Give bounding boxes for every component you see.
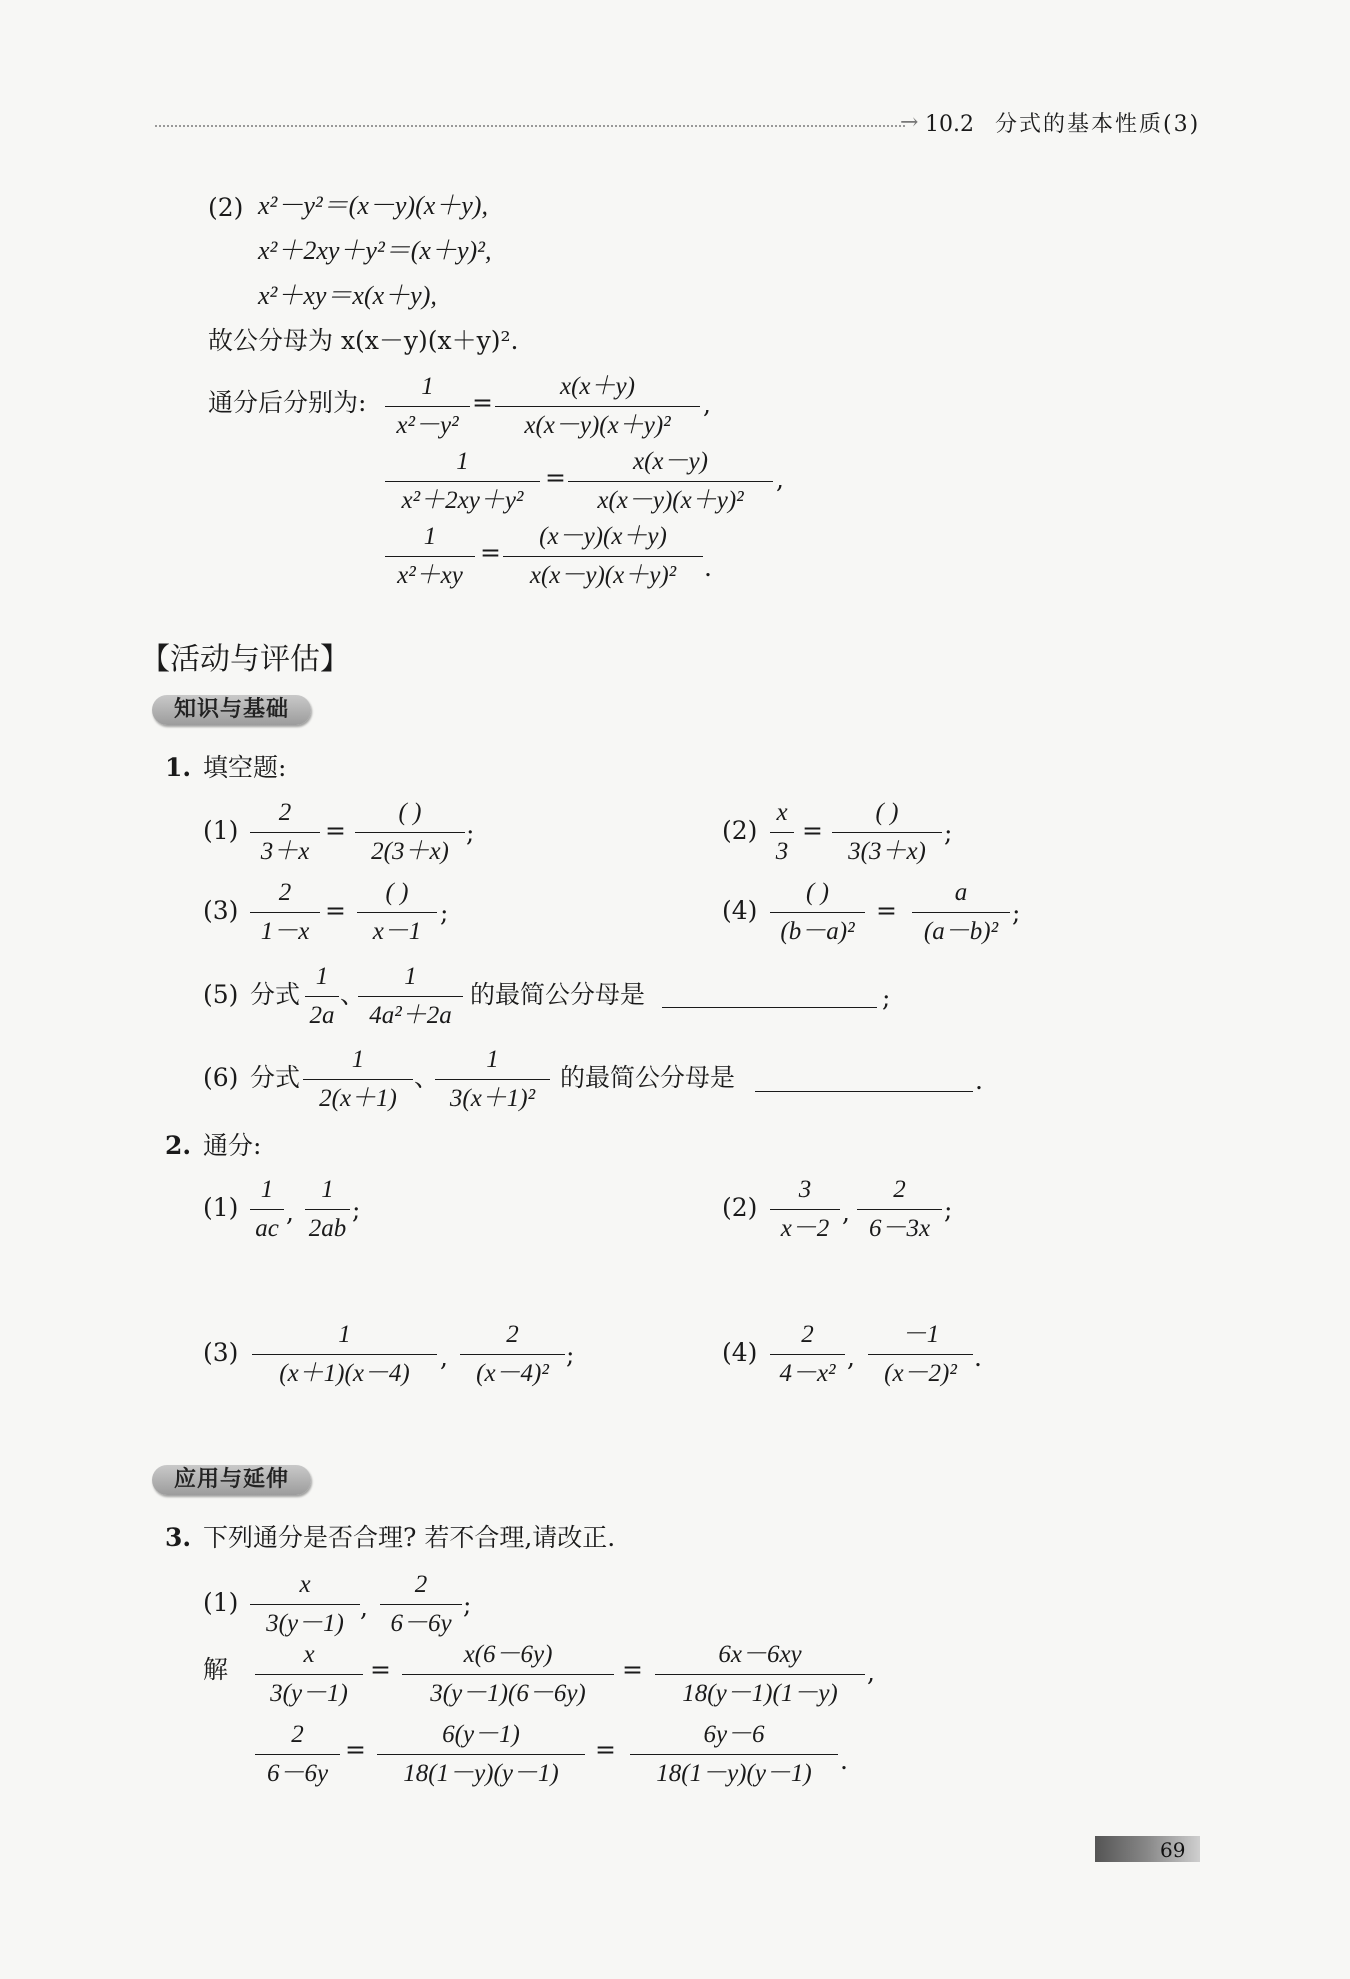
factor-line-3: x²＋xy＝x(x＋y), <box>258 281 437 310</box>
equals-sign: = <box>876 896 897 925</box>
q1-item-6-fraction-1: 1 2(x＋1) <box>303 1045 413 1114</box>
q3-text: 下列通分是否合理? 若不合理,请改正. <box>203 1523 616 1552</box>
solution-line-1-fraction-2: x(6－6y) 3(y－1)(6－6y) <box>402 1640 614 1709</box>
result-2-tail: , <box>776 465 784 494</box>
q2-item-3-fraction-2: 2 (x－4)² <box>460 1320 565 1389</box>
q1-item-5-tail: ; <box>882 983 891 1012</box>
equals-sign: = <box>545 463 566 492</box>
q1-item-5-label: (5) <box>203 980 239 1009</box>
badge-knowledge-basics: 知识与基础 <box>152 695 311 725</box>
q2-item-1-label: (1) <box>203 1193 239 1222</box>
solution-line-1-fraction-3: 6x－6xy 18(y－1)(1－y) <box>655 1640 865 1709</box>
q1-item-3-tail: ; <box>440 898 449 927</box>
q1-item-2-lhs: x 3 <box>770 798 794 867</box>
q3-item-1-tail: ; <box>463 1590 472 1619</box>
q2-item-3-tail: ; <box>566 1340 575 1369</box>
result-intro: 通分后分别为: <box>208 388 367 417</box>
comma: , <box>842 1198 850 1227</box>
q2-item-1-tail: ; <box>352 1195 361 1224</box>
example-part-label: (2) <box>208 193 244 222</box>
comma: , <box>847 1343 855 1372</box>
q1-item-5-fraction-2: 1 4a²＋2a <box>358 962 463 1031</box>
solution-line-2-fraction-3: 6y－6 18(1－y)(y－1) <box>630 1720 838 1789</box>
q1-item-5-fraction-1: 1 2a <box>305 962 339 1031</box>
result-2-lhs: 1 x²＋2xy＋y² <box>385 447 540 516</box>
q1-item-1-rhs: ( ) 2(3＋x) <box>355 798 465 867</box>
q2-number: 2. <box>165 1131 192 1160</box>
q1-item-2-label: (2) <box>722 816 758 845</box>
q1-item-2-rhs: ( ) 3(3＋x) <box>832 798 942 867</box>
header-arrow: → <box>900 110 919 135</box>
comma: , <box>440 1343 448 1372</box>
q1-item-1-lhs: 2 3＋x <box>250 798 320 867</box>
factor-line-1: x²－y²＝(x－y)(x＋y), <box>258 191 488 220</box>
result-3-rhs: (x－y)(x＋y) x(x－y)(x＋y)² <box>503 522 703 591</box>
result-1-rhs: x(x＋y) x(x－y)(x＋y)² <box>495 372 700 441</box>
q2-item-2-label: (2) <box>722 1193 758 1222</box>
q1-item-6-separator: 、 <box>414 1063 440 1092</box>
header-section-number: 10.2 <box>925 112 974 137</box>
q1-number: 1. <box>165 753 192 782</box>
equals-sign: = <box>370 1655 391 1684</box>
equals-sign: = <box>622 1655 643 1684</box>
q2-item-4-tail: . <box>974 1343 982 1372</box>
result-1-lhs: 1 x²－y² <box>385 372 470 441</box>
q1-item-1-label: (1) <box>203 816 239 845</box>
solution-line-1-tail: , <box>867 1658 875 1687</box>
q2-item-1-fraction-1: 1 ac <box>250 1175 284 1244</box>
q3-number: 3. <box>165 1523 192 1552</box>
header-rule <box>155 125 905 127</box>
q1-item-5-answer-blank[interactable] <box>662 983 877 1008</box>
comma: , <box>286 1198 294 1227</box>
q1-item-6-answer-blank[interactable] <box>755 1067 973 1092</box>
result-2-rhs: x(x－y) x(x－y)(x＋y)² <box>568 447 773 516</box>
solution-line-1-fraction-1: x 3(y－1) <box>255 1640 363 1709</box>
badge-application-extension: 应用与延伸 <box>152 1465 311 1495</box>
q1-item-4-tail: ; <box>1012 898 1021 927</box>
page-number: 69 <box>1160 1838 1186 1862</box>
header-title: 分式的基本性质(3) <box>995 112 1201 137</box>
q1-item-6-fraction-2: 1 3(x＋1)² <box>435 1045 550 1114</box>
result-1-tail: , <box>703 390 711 419</box>
q1-item-5-suffix: 的最简公分母是 <box>470 980 646 1009</box>
q1-item-2-tail: ; <box>944 818 953 847</box>
q2-item-2-tail: ; <box>944 1195 953 1224</box>
section-heading: 【活动与评估】 <box>140 642 350 677</box>
equals-sign: = <box>802 816 823 845</box>
q1-item-4-label: (4) <box>722 896 758 925</box>
solution-line-2-fraction-2: 6(y－1) 18(1－y)(y－1) <box>377 1720 585 1789</box>
common-denominator-text: 故公分母为 x(x－y)(x＋y)². <box>208 326 519 355</box>
q1-item-6-suffix: 的最简公分母是 <box>560 1063 736 1092</box>
result-3-tail: . <box>704 553 712 582</box>
q1-item-5-separator: 、 <box>340 980 366 1009</box>
solution-line-2-fraction-1: 2 6－6y <box>255 1720 340 1789</box>
q1-item-4-lhs: ( ) (b－a)² <box>770 878 865 947</box>
q3-item-1-label: (1) <box>203 1588 239 1617</box>
result-3-lhs: 1 x²＋xy <box>385 522 475 591</box>
q1-item-1-tail: ; <box>466 818 475 847</box>
solution-label: 解 <box>203 1655 229 1684</box>
q1-item-6-prefix: 分式 <box>250 1063 301 1092</box>
q3-item-1-fraction-1: x 3(y－1) <box>250 1570 360 1639</box>
q1-item-4-rhs: a (a－b)² <box>912 878 1010 947</box>
equals-sign: = <box>472 388 493 417</box>
equals-sign: = <box>480 538 501 567</box>
q1-item-6-label: (6) <box>203 1063 239 1092</box>
q3-item-1-fraction-2: 2 6－6y <box>380 1570 462 1639</box>
equals-sign: = <box>325 896 346 925</box>
q2-text: 通分: <box>203 1131 262 1160</box>
q1-item-3-lhs: 2 1－x <box>250 878 320 947</box>
q2-item-4-label: (4) <box>722 1338 758 1367</box>
solution-line-2-tail: . <box>840 1746 848 1775</box>
q2-item-3-label: (3) <box>203 1338 239 1367</box>
q2-item-4-fraction-2: －1 (x－2)² <box>868 1320 973 1389</box>
q1-text: 填空题: <box>203 753 287 782</box>
q1-item-3-rhs: ( ) x－1 <box>357 878 437 947</box>
q2-item-2-fraction-1: 3 x－2 <box>770 1175 840 1244</box>
q2-item-3-fraction-1: 1 (x＋1)(x－4) <box>252 1320 437 1389</box>
comma: , <box>360 1593 368 1622</box>
q2-item-1-fraction-2: 1 2ab <box>305 1175 350 1244</box>
q1-item-3-label: (3) <box>203 896 239 925</box>
q1-item-5-prefix: 分式 <box>250 980 301 1009</box>
equals-sign: = <box>595 1735 616 1764</box>
equals-sign: = <box>325 816 346 845</box>
q2-item-4-fraction-1: 2 4－x² <box>770 1320 845 1389</box>
factor-line-2: x²＋2xy＋y²＝(x＋y)², <box>258 236 492 265</box>
equals-sign: = <box>345 1735 366 1764</box>
q2-item-2-fraction-2: 2 6－3x <box>857 1175 942 1244</box>
q1-item-6-tail: . <box>975 1066 983 1095</box>
